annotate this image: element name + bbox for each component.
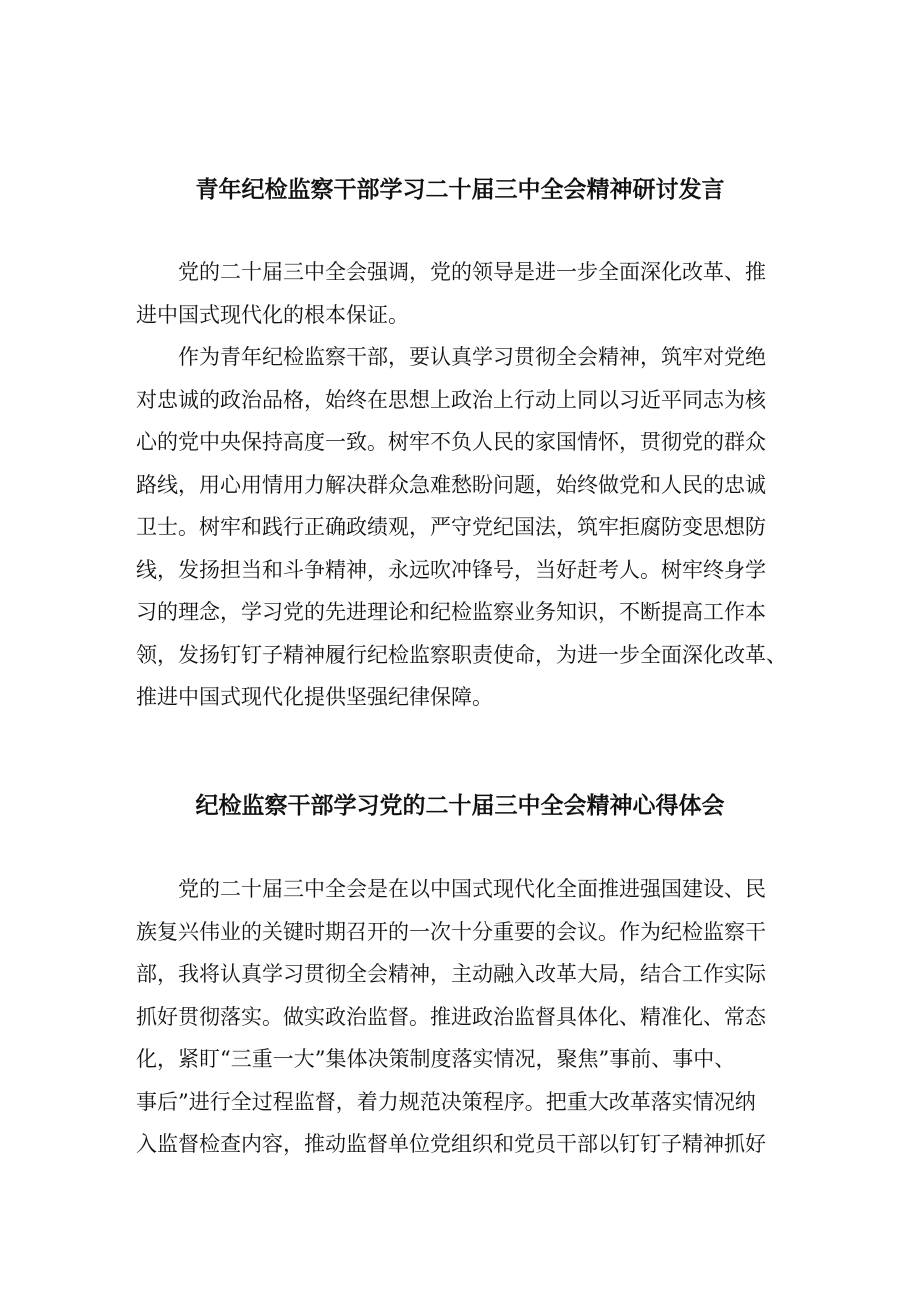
section2-title: 纪检监察干部学习党的二十届三中全会精神心得体会 [195,793,725,819]
text-line: 抓好贯彻落实。做实政治监督。推进政治监督具体化、精准化、常态 [136,1004,766,1029]
section1-paragraph-1 [136,251,766,336]
text-line: 进中国式现代化的根本保证。 [136,302,409,327]
text-line: 入监督检查内容，推动监督单位党组织和党员干部以钉钉子精神抓好 [136,1132,766,1156]
text-line: 事后”进行全过程监督，着力规范决策程序。把重大改革落实情况纳 [136,1089,756,1114]
text-line: 卫士。树牢和践行正确政绩观，严守党纪国法，筑牢拒腐防变思想防 [136,515,766,539]
text-line: 推进中国式现代化提供坚强纪律保障。 [136,685,493,709]
section2-paragraph-1 [136,868,766,1166]
text-line: 党的二十届三中全会强调，党的领导是进一步全面深化改革、推 [178,260,766,284]
text-line: 作为青年纪检监察干部，要认真学习贯彻全会精神，筑牢对党绝 [178,345,766,369]
section1-paragraph-2 [136,336,787,719]
text-line: 对忠诚的政治品格，始终在思想上政治上行动上同以习近平同志为核 [136,387,766,412]
text-line: 心的党中央保持高度一致。树牢不负人民的家国情怀，贯彻党的群众 [136,430,766,454]
text-line: 领，发扬钉钉子精神履行纪检监察职责使命，为进一步全面深化改革、 [136,642,787,667]
text-line: 族复兴伟业的关键时期召开的一次十分重要的会议。作为纪检监察干 [136,919,766,944]
section1-title: 青年纪检监察干部学习二十届三中全会精神研讨发言 [195,177,725,203]
text-line: 路线，用心用情用力解决群众急难愁盼问题，始终做党和人民的忠诚 [136,472,766,497]
text-line: 部，我将认真学习贯彻全会精神，主动融入改革大局，结合工作实际 [136,962,766,986]
text-line: 党的二十届三中全会是在以中国式现代化全面推进强国建设、民 [178,877,766,901]
text-line: 习的理念，学习党的先进理论和纪检监察业务知识，不断提高工作本 [136,600,766,624]
text-line: 线，发扬担当和斗争精神，永远吹冲锋号，当好赶考人。树牢终身学 [136,557,766,582]
text-line: 化，紧盯“三重一大”集体决策制度落实情况，聚焦”事前、事中、 [136,1047,736,1071]
